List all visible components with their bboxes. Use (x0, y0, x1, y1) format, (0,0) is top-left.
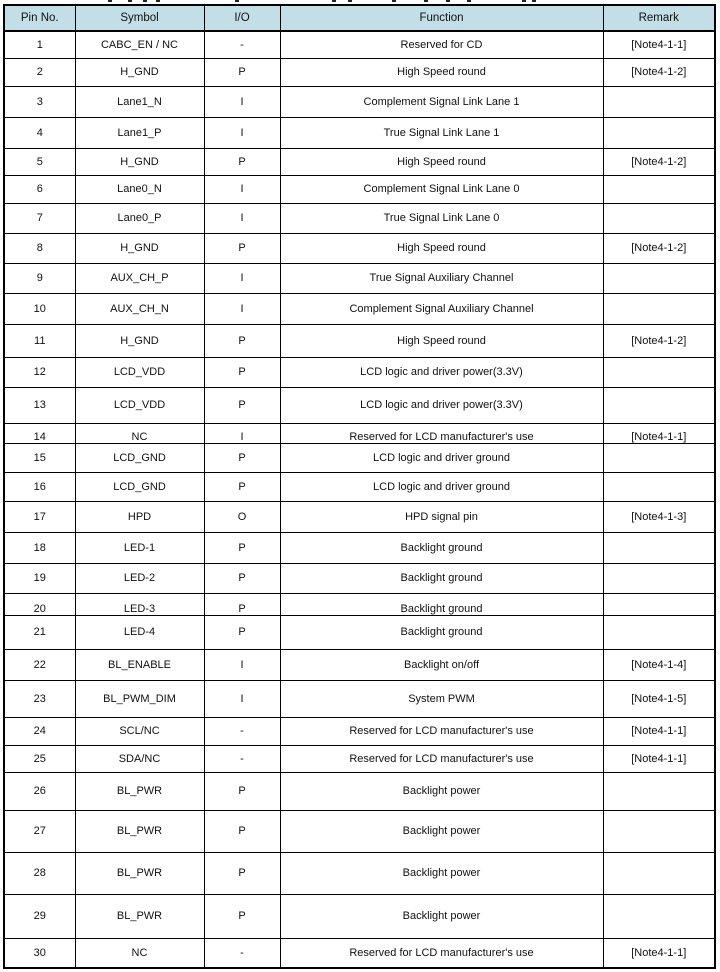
table-row (4, 615, 715, 649)
table-row (4, 894, 715, 938)
cell-symbol: LED-3 (75, 593, 204, 615)
cell-symbol: BL_PWR (75, 852, 204, 894)
cell-remark: [Note4-1-1] (603, 717, 715, 745)
cell-remark (603, 387, 715, 423)
cell-symbol: AUX_CH_N (75, 293, 204, 324)
cell-function: Reserved for LCD manufacturer's use (280, 423, 603, 443)
table-row (4, 86, 715, 117)
cell-pin: 28 (4, 852, 75, 894)
cell-pin: 22 (4, 649, 75, 680)
table-row (4, 745, 715, 772)
column-header-remark: Remark (603, 5, 715, 31)
cell-io: P (204, 894, 280, 938)
cell-pin: 15 (4, 443, 75, 472)
table-row (4, 443, 715, 472)
cell-remark (603, 472, 715, 501)
cell-function: Backlight power (280, 772, 603, 810)
cell-function: Reserved for CD (280, 31, 603, 58)
cell-io: P (204, 772, 280, 810)
table-body (4, 31, 715, 968)
cell-function: Backlight power (280, 852, 603, 894)
cell-symbol: SCL/NC (75, 717, 204, 745)
cell-remark: [Note4-1-3] (603, 501, 715, 532)
cell-symbol: BL_PWR (75, 772, 204, 810)
cell-function: High Speed round (280, 58, 603, 86)
cell-symbol: LCD_GND (75, 443, 204, 472)
cell-function: High Speed round (280, 148, 603, 175)
cell-pin: 1 (4, 31, 75, 58)
cell-function: LCD logic and driver power(3.3V) (280, 387, 603, 423)
cell-function: LCD logic and driver power(3.3V) (280, 357, 603, 387)
cell-function: Backlight ground (280, 532, 603, 563)
cell-pin: 18 (4, 532, 75, 563)
cell-io: P (204, 852, 280, 894)
cell-io: P (204, 563, 280, 593)
cell-symbol: LCD_GND (75, 472, 204, 501)
cell-remark (603, 175, 715, 203)
cell-remark: [Note4-1-5] (603, 680, 715, 717)
cell-remark (603, 203, 715, 233)
table-row (4, 423, 715, 443)
table-row (4, 233, 715, 263)
cell-function: LCD logic and driver ground (280, 443, 603, 472)
cell-remark (603, 593, 715, 615)
cell-symbol: H_GND (75, 324, 204, 357)
table-row (4, 293, 715, 324)
cell-io: P (204, 593, 280, 615)
cell-remark: [Note4-1-1] (603, 938, 715, 968)
cell-symbol: HPD (75, 501, 204, 532)
cell-symbol: LCD_VDD (75, 357, 204, 387)
cell-remark (603, 263, 715, 293)
cell-pin: 21 (4, 615, 75, 649)
cell-symbol: SDA/NC (75, 745, 204, 772)
cell-io: I (204, 117, 280, 148)
cell-pin: 29 (4, 894, 75, 938)
cell-io: P (204, 472, 280, 501)
cell-symbol: Lane0_N (75, 175, 204, 203)
cell-pin: 17 (4, 501, 75, 532)
cell-function: High Speed round (280, 324, 603, 357)
column-header-function: Function (280, 5, 603, 31)
cell-symbol: BL_PWR (75, 810, 204, 852)
cell-function: Backlight power (280, 810, 603, 852)
table-row (4, 680, 715, 717)
cell-pin: 14 (4, 423, 75, 443)
cell-function: True Signal Auxiliary Channel (280, 263, 603, 293)
pin-assignment-table (3, 4, 716, 969)
cell-function: Backlight power (280, 894, 603, 938)
cell-symbol: Lane1_N (75, 86, 204, 117)
cell-pin: 20 (4, 593, 75, 615)
cell-pin: 26 (4, 772, 75, 810)
cell-function: Backlight ground (280, 615, 603, 649)
cell-pin: 27 (4, 810, 75, 852)
cell-function: Reserved for LCD manufacturer's use (280, 938, 603, 968)
cell-io: I (204, 680, 280, 717)
cell-pin: 11 (4, 324, 75, 357)
cell-remark (603, 443, 715, 472)
cell-pin: 16 (4, 472, 75, 501)
cell-io: P (204, 615, 280, 649)
cell-remark (603, 615, 715, 649)
cell-pin: 25 (4, 745, 75, 772)
cell-io: O (204, 501, 280, 532)
cell-remark (603, 117, 715, 148)
cell-io: P (204, 148, 280, 175)
cell-pin: 4 (4, 117, 75, 148)
cell-function: Backlight ground (280, 593, 603, 615)
cell-io: - (204, 717, 280, 745)
cell-pin: 24 (4, 717, 75, 745)
cell-remark: [Note4-1-2] (603, 148, 715, 175)
cell-symbol: NC (75, 423, 204, 443)
table-row (4, 31, 715, 58)
cell-pin: 8 (4, 233, 75, 263)
table-row (4, 263, 715, 293)
cell-function: True Signal Link Lane 0 (280, 203, 603, 233)
table-row (4, 472, 715, 501)
cell-remark: [Note4-1-1] (603, 423, 715, 443)
cell-remark: [Note4-1-2] (603, 58, 715, 86)
cell-io: P (204, 532, 280, 563)
table-row (4, 649, 715, 680)
table-row (4, 387, 715, 423)
cell-symbol: H_GND (75, 233, 204, 263)
cell-function: True Signal Link Lane 1 (280, 117, 603, 148)
cell-symbol: LED-4 (75, 615, 204, 649)
cell-function: Backlight ground (280, 563, 603, 593)
cell-symbol: LED-2 (75, 563, 204, 593)
table-row (4, 563, 715, 593)
cell-remark (603, 894, 715, 938)
cell-symbol: H_GND (75, 58, 204, 86)
cell-pin: 10 (4, 293, 75, 324)
table-row (4, 117, 715, 148)
cell-function: LCD logic and driver ground (280, 472, 603, 501)
cell-pin: 5 (4, 148, 75, 175)
cell-remark: [Note4-1-1] (603, 31, 715, 58)
cell-io: P (204, 324, 280, 357)
table-row (4, 324, 715, 357)
cell-symbol: LCD_VDD (75, 387, 204, 423)
cell-function: Reserved for LCD manufacturer's use (280, 717, 603, 745)
table-row (4, 717, 715, 745)
cell-function: Reserved for LCD manufacturer's use (280, 745, 603, 772)
cell-symbol: LED-1 (75, 532, 204, 563)
cell-io: I (204, 175, 280, 203)
table-row (4, 203, 715, 233)
cell-pin: 12 (4, 357, 75, 387)
cell-function: System PWM (280, 680, 603, 717)
cell-pin: 13 (4, 387, 75, 423)
cell-io: I (204, 203, 280, 233)
cell-pin: 6 (4, 175, 75, 203)
cell-function: Complement Signal Link Lane 0 (280, 175, 603, 203)
cell-remark (603, 293, 715, 324)
cell-remark (603, 852, 715, 894)
table-row (4, 810, 715, 852)
table-row (4, 58, 715, 86)
cell-pin: 2 (4, 58, 75, 86)
cell-symbol: Lane0_P (75, 203, 204, 233)
header-row (4, 5, 715, 31)
table-row (4, 593, 715, 615)
cell-symbol: Lane1_P (75, 117, 204, 148)
cell-pin: 30 (4, 938, 75, 968)
column-header-pin: Pin No. (4, 5, 75, 31)
cell-io: - (204, 745, 280, 772)
cell-symbol: NC (75, 938, 204, 968)
cell-remark: [Note4-1-2] (603, 324, 715, 357)
cell-function: Complement Signal Link Lane 1 (280, 86, 603, 117)
column-header-symbol: Symbol (75, 5, 204, 31)
cell-io: I (204, 293, 280, 324)
cell-symbol: AUX_CH_P (75, 263, 204, 293)
cell-function: Complement Signal Auxiliary Channel (280, 293, 603, 324)
table-row (4, 175, 715, 203)
table-row (4, 938, 715, 968)
cell-symbol: BL_PWR (75, 894, 204, 938)
cell-io: I (204, 649, 280, 680)
cell-remark (603, 357, 715, 387)
cell-io: - (204, 31, 280, 58)
cell-io: I (204, 423, 280, 443)
cell-symbol: BL_PWM_DIM (75, 680, 204, 717)
cell-remark (603, 772, 715, 810)
cell-io: P (204, 387, 280, 423)
cell-function: HPD signal pin (280, 501, 603, 532)
cell-io: P (204, 443, 280, 472)
cell-io: P (204, 357, 280, 387)
cell-pin: 3 (4, 86, 75, 117)
cell-pin: 19 (4, 563, 75, 593)
cell-remark: [Note4-1-2] (603, 233, 715, 263)
cell-function: High Speed round (280, 233, 603, 263)
cell-remark (603, 810, 715, 852)
cell-io: I (204, 86, 280, 117)
table-row (4, 532, 715, 563)
cell-io: - (204, 938, 280, 968)
cell-io: I (204, 263, 280, 293)
column-header-io: I/O (204, 5, 280, 31)
table-row (4, 852, 715, 894)
cell-symbol: CABC_EN / NC (75, 31, 204, 58)
table-row (4, 148, 715, 175)
table-row (4, 501, 715, 532)
cell-io: P (204, 58, 280, 86)
cell-remark: [Note4-1-4] (603, 649, 715, 680)
cell-pin: 7 (4, 203, 75, 233)
table-row (4, 357, 715, 387)
cell-symbol: H_GND (75, 148, 204, 175)
cell-remark: [Note4-1-1] (603, 745, 715, 772)
cell-function: Backlight on/off (280, 649, 603, 680)
cell-pin: 9 (4, 263, 75, 293)
table-row (4, 772, 715, 810)
cell-remark (603, 563, 715, 593)
cell-remark (603, 86, 715, 117)
table-header (4, 5, 715, 31)
clipped-text-remnant (0, 0, 720, 3)
cell-remark (603, 532, 715, 563)
cell-io: P (204, 810, 280, 852)
cell-symbol: BL_ENABLE (75, 649, 204, 680)
cell-pin: 23 (4, 680, 75, 717)
cell-io: P (204, 233, 280, 263)
